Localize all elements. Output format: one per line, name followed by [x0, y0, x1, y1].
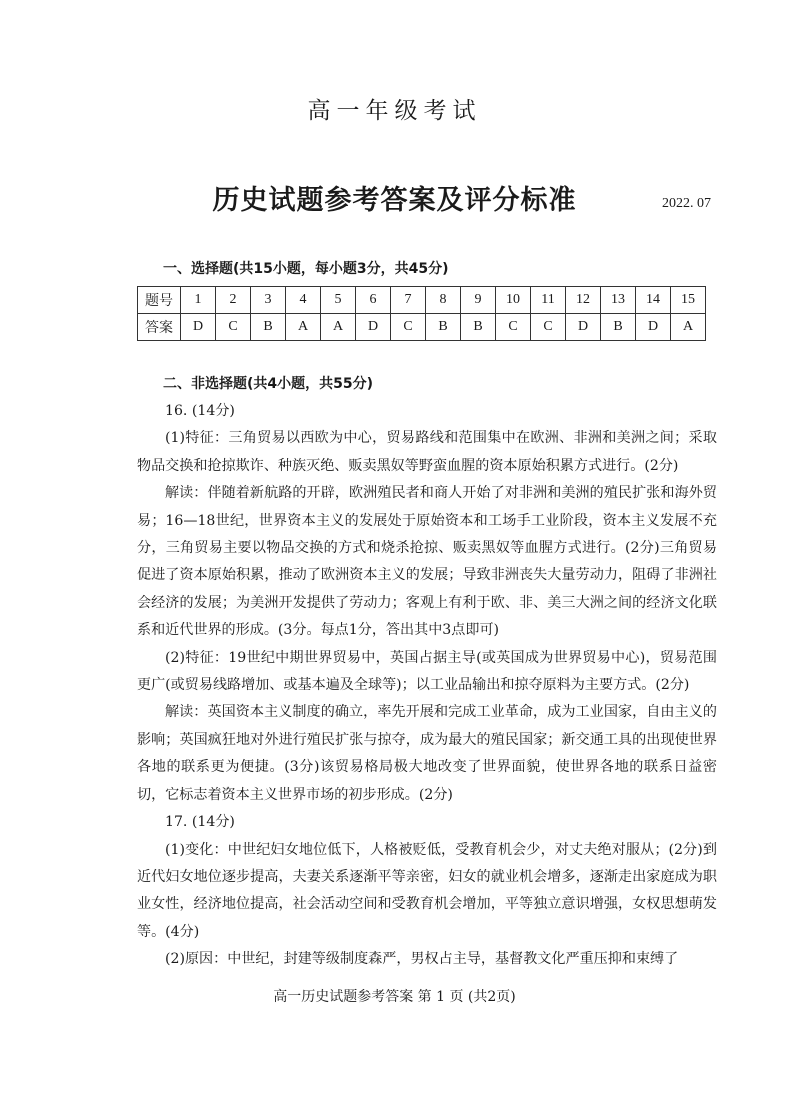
question-number: 3	[251, 287, 286, 314]
question-number: 11	[531, 287, 566, 314]
answer-body	[137, 398, 717, 974]
question-number: 15	[671, 287, 706, 314]
question-number: 13	[601, 287, 636, 314]
question-number: 2	[216, 287, 251, 314]
answer-row	[138, 314, 706, 341]
answer-cell: D	[181, 314, 216, 341]
page-footer: 高一历史试题参考答案 第 1 页 (共2页)	[273, 989, 516, 1005]
answer-cell: C	[391, 314, 426, 341]
row-label-number: 题号	[138, 287, 181, 314]
q16-part2-interpretation: 解读：英国资本主义制度的确立，率先开展和完成工业革命，成为工业国家，自由主义的影响；英国疯狂地对外进行殖民扩张与掠夺，成为最大的殖民国家；新交通工具的出现使世界各地的联系更为便捷。(3分)该贸易格局极大地改变了世界面貌，使世界各地的联系日益密切，它标志着资本主义世界市场的初步形成。(2分)	[137, 704, 717, 803]
document-date: 2022. 07	[662, 196, 711, 211]
question-number-row	[138, 287, 706, 314]
question-number: 4	[286, 287, 321, 314]
question-number: 6	[356, 287, 391, 314]
answer-cell: A	[671, 314, 706, 341]
answer-cell: B	[461, 314, 496, 341]
q16-part1-feature: (1)特征：三角贸易以西欧为中心，贸易路线和范围集中在欧洲、非洲和美洲之间；采取物品交换和抢掠欺诈、种族灭绝、贩卖黑奴等野蛮血腥的资本原始积累方式进行。(2分)	[137, 430, 717, 474]
question-number: 10	[496, 287, 531, 314]
document-title: 历史试题参考答案及评分标准	[212, 185, 577, 216]
answer-cell: C	[496, 314, 531, 341]
question-number: 8	[426, 287, 461, 314]
q17-part2-reason: (2)原因：中世纪，封建等级制度森严，男权占主导，基督教文化严重压抑和束缚了	[165, 951, 679, 968]
q16-part2-feature: (2)特征：19世纪中期世界贸易中，英国占据主导(或英国成为世界贸易中心)，贸易范围更广(或贸易线路增加、或基本遍及全球等)；以工业品输出和掠夺原料为主要方式。(2分)	[137, 649, 717, 694]
answer-cell: A	[286, 314, 321, 341]
row-label-answer: 答案	[138, 314, 181, 341]
answer-cell: B	[251, 314, 286, 341]
question-number: 5	[321, 287, 356, 314]
answer-cell: C	[216, 314, 251, 341]
question-number: 1	[181, 287, 216, 314]
question-number: 12	[566, 287, 601, 314]
question-number: 9	[461, 287, 496, 314]
answer-cell: D	[356, 314, 391, 341]
answer-cell: B	[426, 314, 461, 341]
section-2-heading: 二、非选择题(共4小题，共55分)	[163, 376, 374, 392]
section-1-heading: 一、选择题(共15小题，每小题3分，共45分)	[163, 261, 449, 277]
q17-part1-change: (1)变化：中世纪妇女地位低下，人格被贬低，受教育机会少，对丈夫绝对服从；(2分)到近代妇女地位逐步提高，夫妻关系逐渐平等亲密，妇女的就业机会增多，逐渐走出家庭成为职业女性，经济地位提高，社会活动空间和受教育机会增加，平等独立意识增强，女权思想萌发等。(4分)	[137, 841, 717, 940]
answer-table	[137, 286, 706, 341]
answer-cell: C	[531, 314, 566, 341]
answer-cell: D	[566, 314, 601, 341]
question-16-header: 16. (14分)	[165, 403, 235, 419]
answer-cell: A	[321, 314, 356, 341]
exam-title: 高一年级考试	[307, 98, 482, 124]
q16-part1-interpretation: 解读：伴随着新航路的开辟，欧洲殖民者和商人开始了对非洲和美洲的殖民扩张和海外贸易；16—18世纪，世界资本主义的发展处于原始资本和工场手工业阶段，资本主义发展不充分，三角贸易主要以物品交换的方式和烧杀抢掠、贩卖黑奴等血腥方式进行。(2分)三角贸易促进了资本原始积累，推动了欧洲资本主义的发展；导致非洲丧失大量劳动力，阻碍了非洲社会经济的发展；为美洲开发提供了劳动力；客观上有利于欧、非、美三大洲之间的经济文化联系和近代世界的形成。(3分。每点1分，答出其中3点即可)	[137, 485, 717, 639]
question-number: 14	[636, 287, 671, 314]
question-17-header: 17. (14分)	[165, 814, 235, 831]
answer-cell: B	[601, 314, 636, 341]
answer-cell: D	[636, 314, 671, 341]
question-number: 7	[391, 287, 426, 314]
